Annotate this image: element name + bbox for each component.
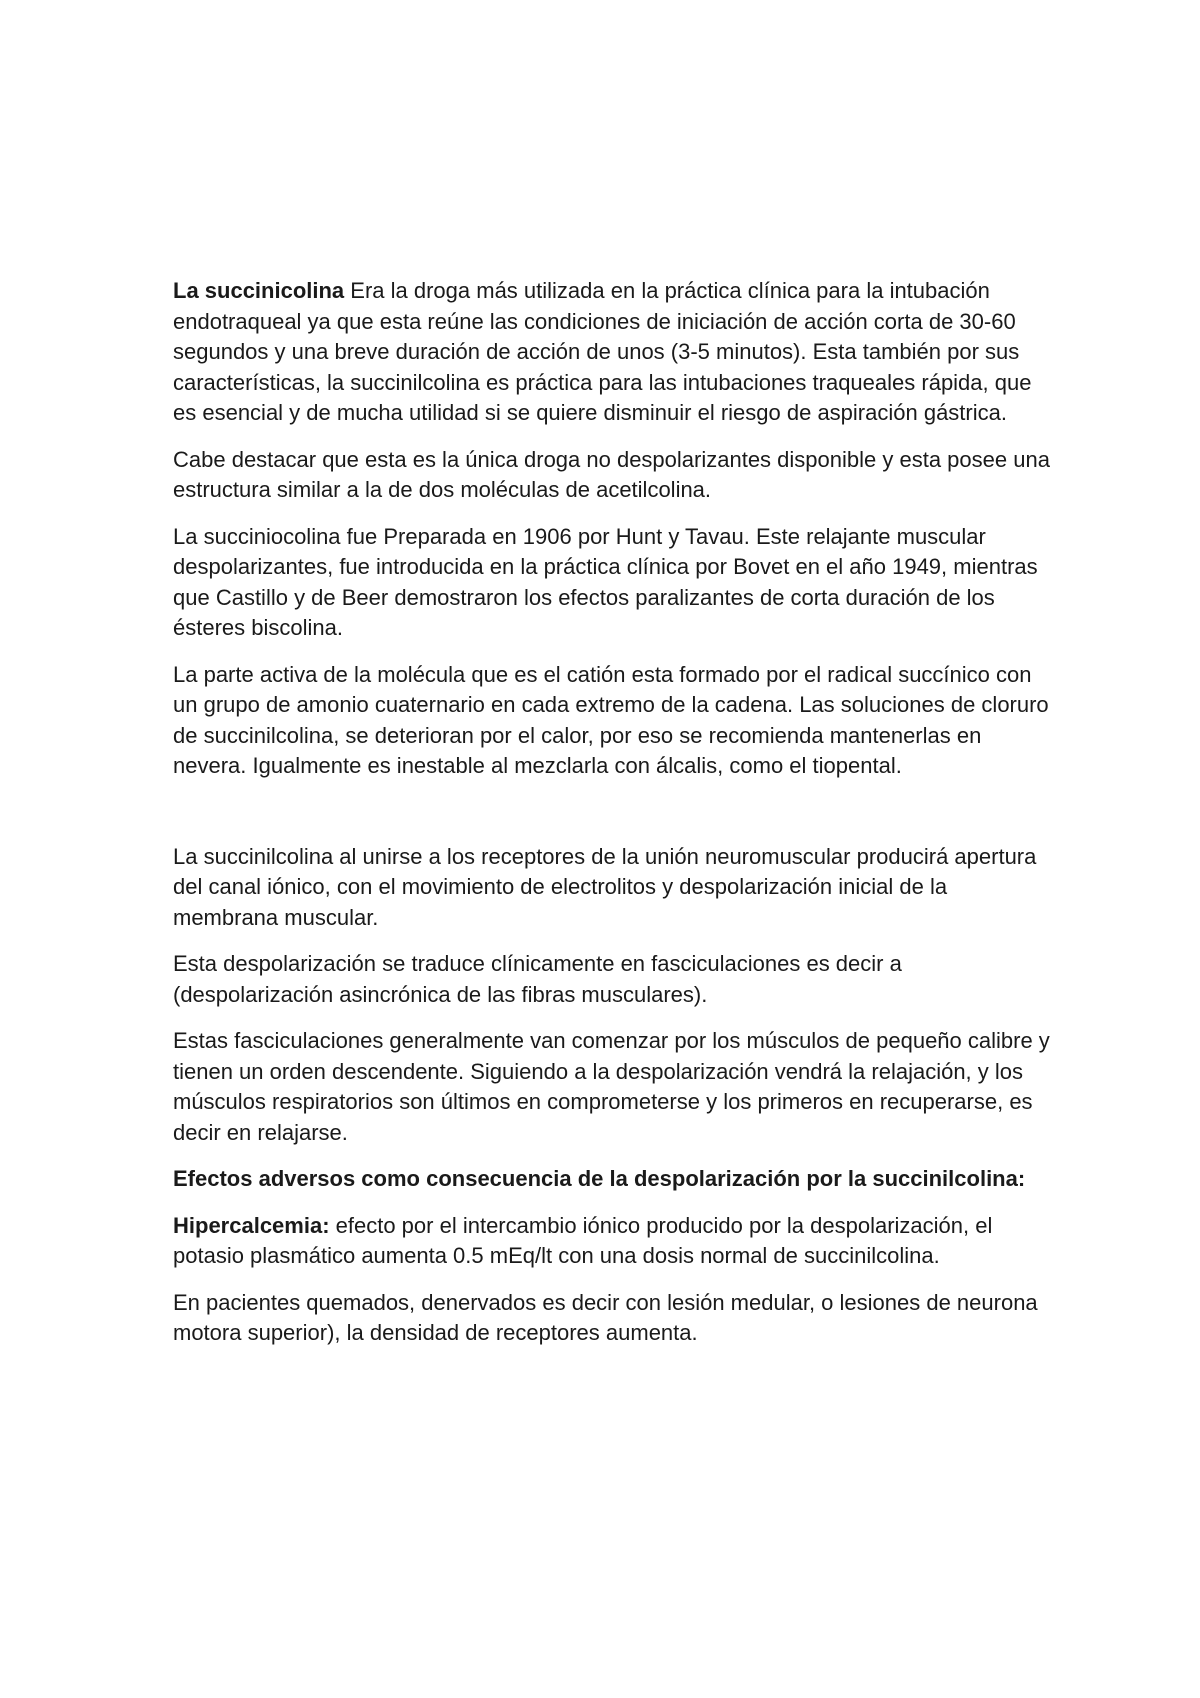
paragraph-pacientes-quemados: En pacientes quemados, denervados es decir con lesión medular, o lesiones de neurona motora superior), la densidad de receptores aumenta. bbox=[173, 1289, 1038, 1345]
paragraph-text: Era la droga más utilizada en la práctica clínica para la intubación endotraqueal ya que esta reúne las condiciones de iniciación de acción corta de 30-60 segundos y una breve duración de acción de unos (3-5 minutos). Esta también por sus características, la succinilcolina es práctica para las intubaciones traqueales rápida, que es esencial y de mucha utilidad si se quiere disminuir el riesgo de aspiración gástrica. bbox=[173, 278, 1032, 425]
paragraph-hipercalcemia bbox=[173, 1211, 1053, 1272]
paragraph-orden-descendente: Estas fasciculaciones generalmente van comenzar por los músculos de pequeño calibre y tienen un orden descendente. Siguiendo a la despolarización vendrá la relajación, y los músculos respiratorios son últimos en comprometerse y los primeros en recuperarse, es decir en relajarse. bbox=[173, 1028, 1050, 1145]
paragraph-lead-term: La succinicolina bbox=[173, 278, 345, 303]
paragraph-unica-droga: Cabe destacar que esta es la única droga no despolarizantes disponible y esta posee una estructura similar a la de dos moléculas de acetilcolina. bbox=[173, 446, 1050, 502]
document-body bbox=[173, 276, 1053, 1365]
paragraph-fasciculaciones: Esta despolarización se traduce clínicamente en fasciculaciones es decir a (despolarización asincrónica de las fibras musculares). bbox=[173, 951, 902, 1007]
paragraph-mecanismo: La succinilcolina al unirse a los receptores de la unión neuromuscular producirá apertura del canal iónico, con el movimiento de electrolitos y despolarización inicial de la membrana muscular. bbox=[173, 843, 1037, 930]
paragraph-historia: La succiniocolina fue Preparada en 1906 por Hunt y Tavau. Este relajante muscular despolarizantes, fue introducida en la práctica clínica por Bovet en el año 1949, mientras que Castillo y de Beer demostraron los efectos paralizantes de corta duración de los ésteres biscolina. bbox=[173, 523, 1038, 640]
paragraph-succinicolina-intro bbox=[173, 276, 1053, 429]
paragraph-lead-term: Hipercalcemia: bbox=[173, 1212, 330, 1238]
section-heading-efectos-adversos: Efectos adversos como consecuencia de la despolarización por la succinilcolina: bbox=[173, 1166, 1026, 1191]
paragraph-estructura: La parte activa de la molécula que es el catión esta formado por el radical succínico con un grupo de amonio cuaternario en cada extremo de la cadena. Las soluciones de cloruro de succinilcolina, se deterioran por el calor, por eso se recomienda mantenerlas en nevera. Igualmente es inestable al mezclarla con álcalis, como el tiopental. bbox=[173, 661, 1049, 778]
paragraph-text: efecto por el intercambio iónico producido por la despolarización, el potasio plasmático aumenta 0.5 mEq/lt con una dosis normal de succinilcolina. bbox=[173, 1212, 993, 1268]
